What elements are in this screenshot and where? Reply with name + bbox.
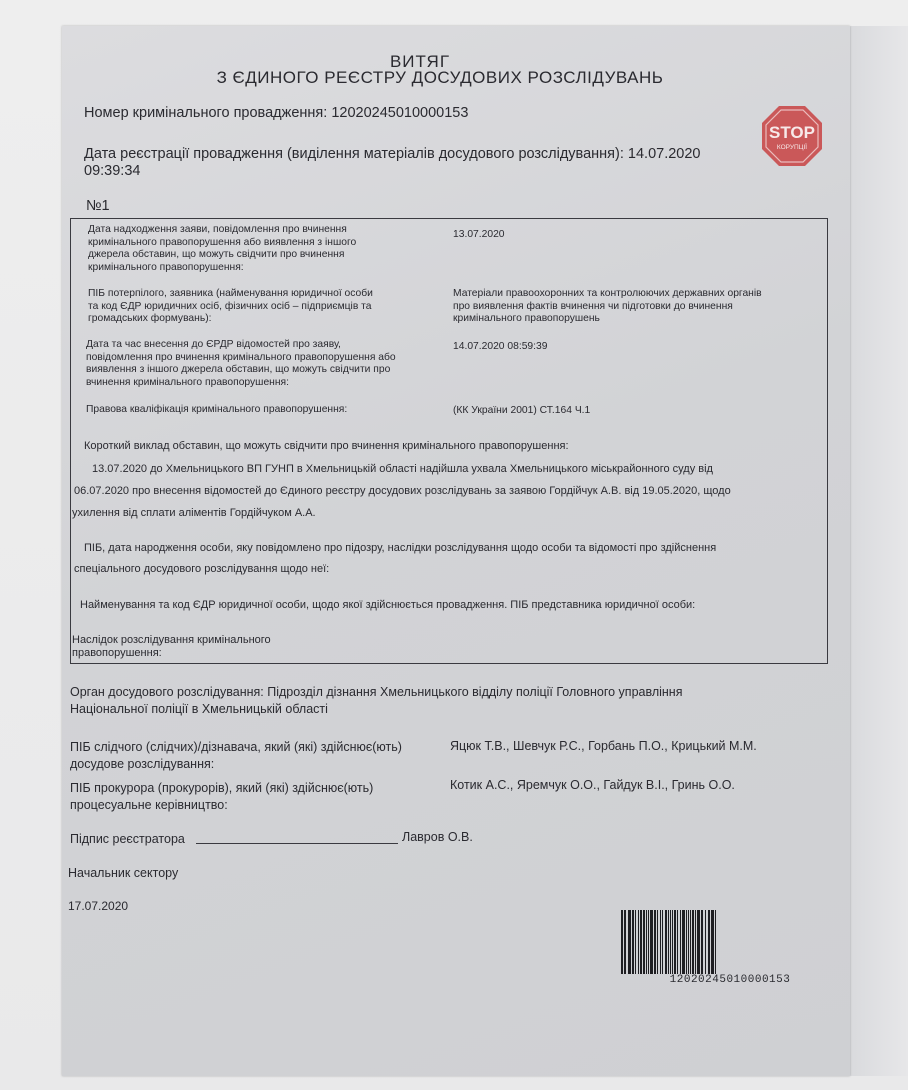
row-legal-qualification-value: (КК України 2001) СТ.164 Ч.1: [453, 405, 591, 416]
investigators-label: ПІБ слідчого (слідчих)/дізнавача, який (які) здійснює(ють) досудове розслідування:: [70, 740, 402, 771]
outcome-label: Наслідок розслідування кримінального правопорушення:: [72, 634, 271, 659]
legal-entity-label: Найменування та код ЄДР юридичної особи, щодо якої здійснюється провадження. ПІБ представника юридичної особи:: [80, 599, 696, 611]
adjacent-page-edge: [850, 26, 908, 1076]
registration-date-label: Дата реєстрації провадження (виділення матеріалів досудового розслідування):: [84, 146, 624, 162]
document-date: 17.07.2020: [68, 899, 129, 913]
summary-line-2: 06.07.2020 про внесення відомостей до Єдиного реєстру досудових розслідувань за заявою Гордійчук А.В. від 19.05.2020, щодо: [74, 485, 731, 497]
summary-line-3: ухилення від сплати аліментів Гордійчуком А.А.: [72, 507, 316, 519]
row-applicant-label: ПІБ потерпілого, заявника (найменування юридичної особи та код ЄДР юридичних осіб, фізичних осіб – підприємців та громадських формувань):: [88, 288, 373, 325]
stop-corruption-stamp: [760, 104, 824, 168]
summary-label: Короткий виклад обставин, що можуть свідчити про вчинення кримінального правопорушення:: [84, 440, 569, 452]
svg-text:STOP: STOP: [769, 123, 815, 142]
investigators-value: Яцюк Т.В., Шевчук Р.С., Горбань П.О., Крицький М.М.: [450, 739, 757, 753]
case-number-value: 12020245010000153: [331, 105, 469, 121]
barcode: [621, 910, 829, 974]
registrar-name: Лавров О.В.: [402, 830, 473, 844]
summary-line-1: 13.07.2020 до Хмельницького ВП ГУНП в Хмельницькій області надійшла ухвала Хмельницького міськрайонного суду від: [92, 463, 713, 475]
row-legal-qualification-label: Правова кваліфікація кримінального правопорушення:: [86, 404, 348, 415]
suspect-label-line-1: ПІБ, дата народження особи, яку повідомлено про підозру, наслідки розслідування щодо особи та відомості про здійснення: [84, 542, 717, 554]
signature-line: [196, 843, 398, 844]
case-number-label: Номер кримінального провадження:: [84, 105, 328, 121]
chief-label: Начальник сектору: [68, 866, 179, 880]
investigation-body-block: [70, 684, 682, 718]
registration-date-line: [84, 146, 701, 162]
svg-text:КОРУПЦІЇ: КОРУПЦІЇ: [776, 144, 808, 151]
case-number-line: [84, 105, 468, 121]
row-received-date-label: Дата надходження заяви, повідомлення про вчинення кримінального правопорушення або виявлення з іншого джерела обставин, що можуть свідчити про вчинення кримінального правопорушення:: [88, 224, 357, 273]
entry-number: №1: [86, 198, 110, 214]
investigation-body-value-2: Національної поліції в Хмельницькій області: [70, 702, 328, 716]
registration-time-value: 09:39:34: [84, 163, 141, 179]
row-entry-datetime-label: Дата та час внесення до ЄРДР відомостей про заяву, повідомлення про вчинення кримінального правопорушення або виявлення з іншого джерела обставин, що можуть свідчити про вчинення кримінального правопорушення:: [86, 339, 396, 388]
document-subtitle: З ЄДИНОГО РЕЄСТРУ ДОСУДОВИХ РОЗСЛІДУВАНЬ: [216, 68, 664, 87]
suspect-label-line-2: спеціального досудового розслідування щодо неї:: [74, 563, 330, 575]
row-received-date-value: 13.07.2020: [453, 229, 505, 240]
prosecutors-value: Котик А.С., Яремчук О.О., Гайдук В.І., Гринь О.О.: [450, 778, 735, 792]
registration-date-value: 14.07.2020: [627, 146, 701, 162]
row-applicant-value: Матеріали правоохоронних та контролюючих державних органів про виявлення фактів вчинення чи підготовки до вчинення кримінального правопорушень: [453, 288, 762, 325]
barcode-number: 12020245010000153: [669, 974, 791, 986]
investigation-body-value: Підрозділ дізнання Хмельницького відділу поліції Головного управління: [267, 685, 683, 699]
investigation-body-label: Орган досудового розслідування:: [70, 685, 264, 699]
row-entry-datetime-value: 14.07.2020 08:59:39: [453, 341, 548, 352]
prosecutors-label: ПІБ прокурора (прокурорів), який (які) здійснює(ють) процесуальне керівництво:: [70, 781, 374, 812]
document-title: ВИТЯГ: [389, 52, 451, 71]
signature-label: Підпис реєстратора: [70, 832, 185, 846]
